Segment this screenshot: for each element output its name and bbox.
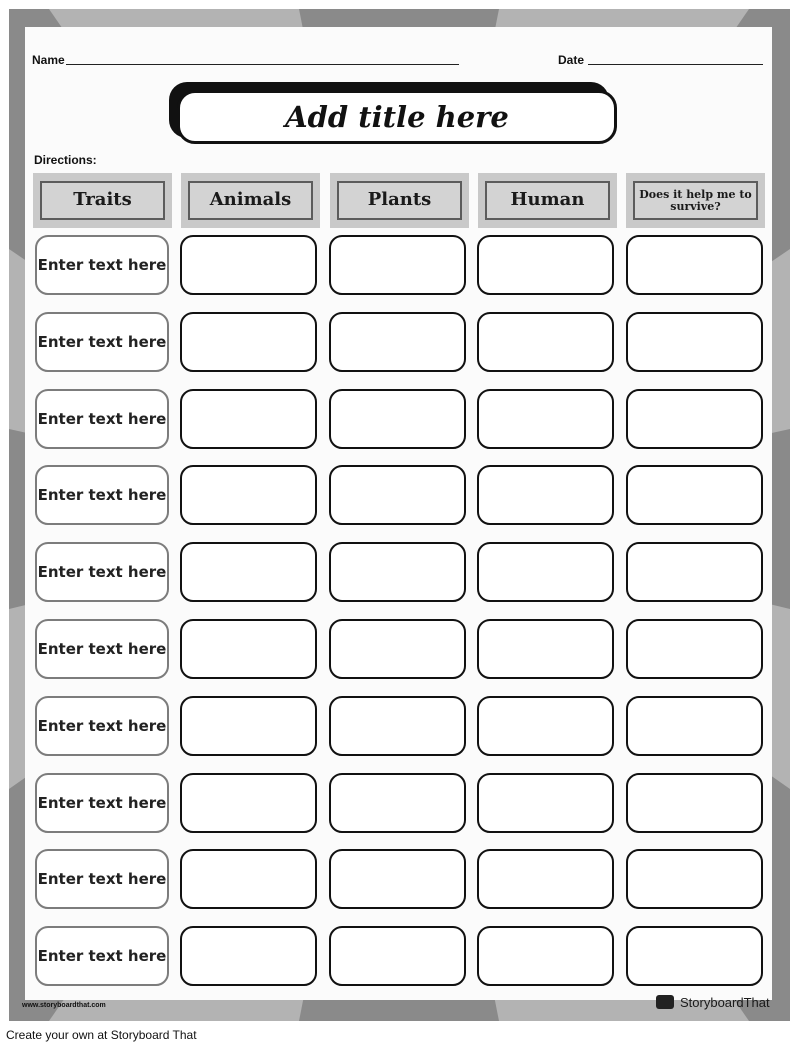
answer-cell[interactable] — [180, 389, 317, 449]
answer-cell[interactable] — [477, 235, 614, 295]
answer-cell[interactable] — [626, 696, 763, 756]
answer-cell[interactable] — [626, 312, 763, 372]
answer-cell[interactable] — [477, 619, 614, 679]
speech-bubble-icon — [656, 995, 674, 1009]
answer-cell[interactable] — [180, 926, 317, 986]
date-field[interactable] — [588, 64, 763, 65]
answer-cell[interactable] — [329, 465, 466, 525]
logo-text: StoryboardThat — [680, 995, 770, 1010]
trait-cell[interactable]: Enter text here — [35, 926, 169, 986]
answer-cell[interactable] — [626, 619, 763, 679]
trait-cell[interactable]: Enter text here — [35, 849, 169, 909]
answer-cell[interactable] — [180, 696, 317, 756]
answer-cell[interactable] — [329, 235, 466, 295]
column-header-animals — [181, 173, 320, 228]
answer-cell[interactable] — [626, 235, 763, 295]
column-header-label: Does it help me to survive? — [633, 181, 758, 220]
answer-cell[interactable] — [477, 849, 614, 909]
answer-cell[interactable] — [626, 773, 763, 833]
column-header-label: Human — [485, 181, 610, 220]
title-banner — [169, 82, 621, 148]
create-your-own-caption[interactable]: Create your own at Storyboard That — [6, 1028, 197, 1042]
answer-cell[interactable] — [329, 312, 466, 372]
directions-label: Directions: — [34, 153, 97, 167]
answer-cell[interactable] — [180, 542, 317, 602]
answer-cell[interactable] — [180, 312, 317, 372]
answer-cell[interactable] — [477, 389, 614, 449]
trait-cell[interactable]: Enter text here — [35, 389, 169, 449]
answer-cell[interactable] — [477, 696, 614, 756]
name-label: Name — [32, 53, 65, 67]
answer-cell[interactable] — [180, 619, 317, 679]
answer-cell[interactable] — [329, 389, 466, 449]
trait-cell[interactable]: Enter text here — [35, 312, 169, 372]
column-header-traits — [33, 173, 172, 228]
answer-cell[interactable] — [626, 465, 763, 525]
answer-cell[interactable] — [477, 465, 614, 525]
trait-cell[interactable]: Enter text here — [35, 465, 169, 525]
answer-cell[interactable] — [180, 773, 317, 833]
column-header-human — [478, 173, 617, 228]
answer-cell[interactable] — [180, 465, 317, 525]
trait-cell[interactable]: Enter text here — [35, 696, 169, 756]
answer-cell[interactable] — [329, 926, 466, 986]
answer-cell[interactable] — [626, 849, 763, 909]
column-header-label: Plants — [337, 181, 462, 220]
website-footer: www.storyboardthat.com — [22, 1002, 106, 1009]
answer-cell[interactable] — [329, 849, 466, 909]
trait-cell[interactable]: Enter text here — [35, 235, 169, 295]
answer-cell[interactable] — [180, 235, 317, 295]
trait-cell[interactable]: Enter text here — [35, 773, 169, 833]
answer-cell[interactable] — [477, 312, 614, 372]
column-header-plants — [330, 173, 469, 228]
answer-cell[interactable] — [180, 849, 317, 909]
trait-cell[interactable]: Enter text here — [35, 542, 169, 602]
date-label: Date — [558, 53, 585, 67]
answer-cell[interactable] — [329, 619, 466, 679]
answer-cell[interactable] — [477, 542, 614, 602]
answer-cell[interactable] — [626, 926, 763, 986]
answer-cell[interactable] — [626, 389, 763, 449]
column-header-label: Traits — [40, 181, 165, 220]
worksheet-title[interactable]: Add title here — [177, 90, 617, 144]
answer-cell[interactable] — [626, 542, 763, 602]
storyboardthat-logo — [656, 993, 780, 1013]
answer-cell[interactable] — [329, 696, 466, 756]
column-header-survive — [626, 173, 765, 228]
answer-cell[interactable] — [477, 773, 614, 833]
answer-cell[interactable] — [477, 926, 614, 986]
trait-cell[interactable]: Enter text here — [35, 619, 169, 679]
answer-cell[interactable] — [329, 542, 466, 602]
answer-cell[interactable] — [329, 773, 466, 833]
name-field[interactable] — [66, 64, 459, 65]
column-header-label: Animals — [188, 181, 313, 220]
